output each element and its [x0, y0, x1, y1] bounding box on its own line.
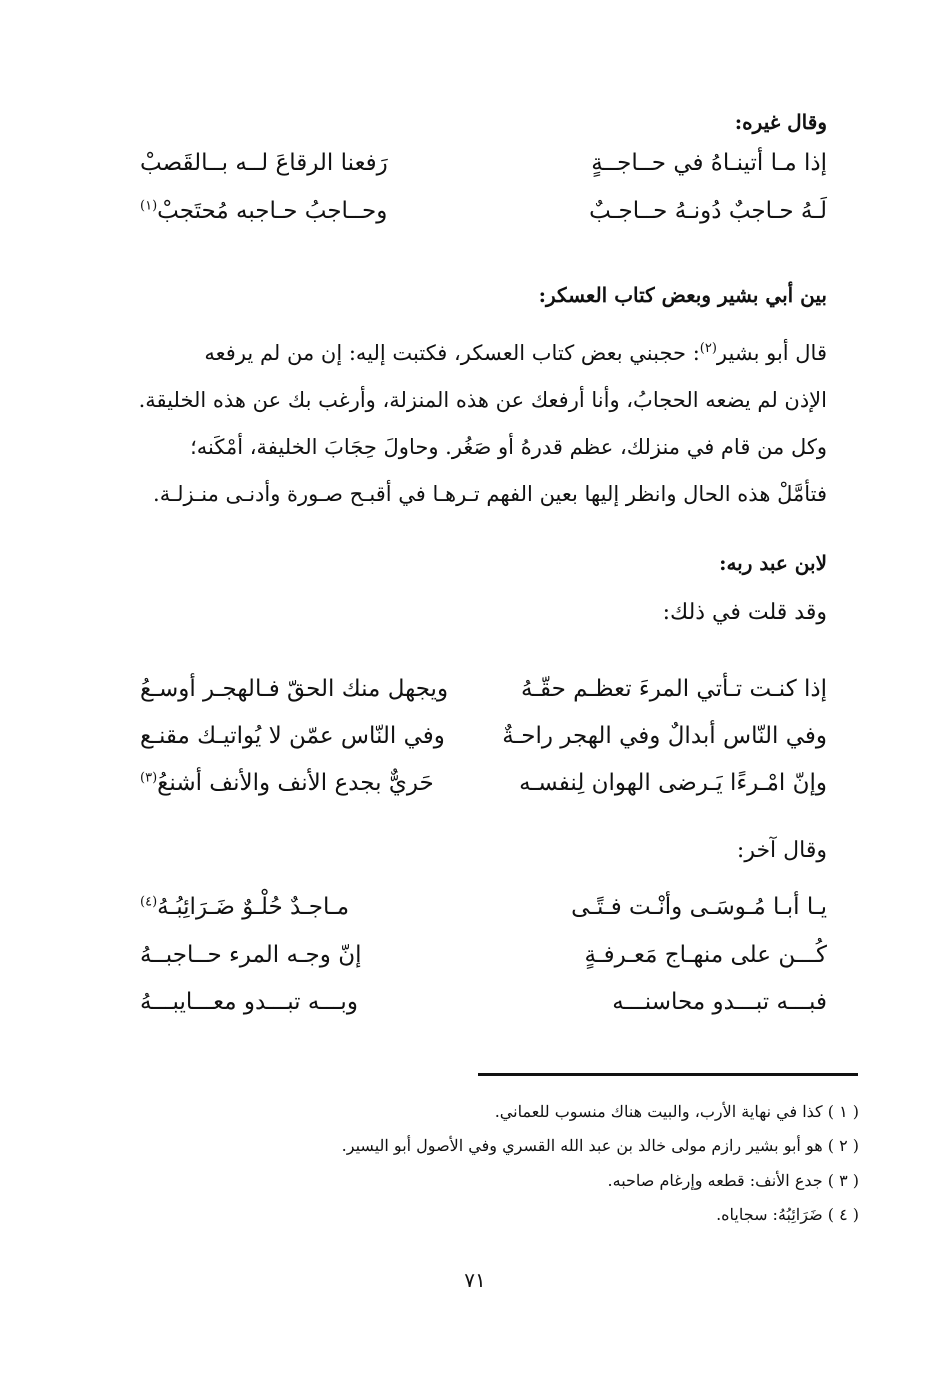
- verse-line: [110, 894, 827, 934]
- prose-line: [102, 325, 827, 377]
- verse-second-hemistich: وفي النّاس عمّن لا يُواتيـك مقنـع: [140, 723, 445, 749]
- verse-second-hemistich: إنّ وجـه المرء حــاجبــهُ: [140, 942, 362, 968]
- verse-text: حَريٌّ بجدع الأنف والأنف أشنعُ: [157, 770, 434, 796]
- verse-line: [110, 770, 827, 810]
- verse-first-hemistich: وفي النّاس أبدالٌ وفي الهجر راحـةٌ: [502, 723, 827, 749]
- section-heading-other-poet: وقال غيره:: [734, 110, 827, 134]
- verse-second-hemistich: [140, 894, 349, 920]
- section-heading-ibn-abd-rabbih: لابن عبد ربه:: [719, 551, 827, 575]
- footnote-marker: (٤): [140, 894, 158, 910]
- footnote: ( ٣ ) جدع الأنف: قطعه وإرغام صاحبه.: [607, 1171, 859, 1190]
- verse-first-hemistich: وإنّ امْـرءًا يَـرضى الهوان لِنفسـه: [519, 770, 827, 796]
- verse-line: [110, 150, 827, 190]
- footnote-marker: (٢): [699, 341, 717, 356]
- verse-line: [110, 198, 827, 238]
- footnote: ( ٢ ) هو أبو بشير رازم مولى خالد بن عبد الله القسري وفي الأصول أبو اليسير.: [341, 1136, 859, 1155]
- verse-first-hemistich: إذا كنـت تـأتي المرءَ تعظـم حقّـهُ: [520, 676, 827, 702]
- verse-line: [110, 989, 827, 1029]
- verse-text: مـاجـدٌ حُلْـوٌ ضَـرَائِبُـهُ: [157, 894, 350, 920]
- verse-second-hemistich: وبـــه تبـــدو معـــايبـــهُ: [140, 989, 358, 1015]
- prose-text: : حجبني بعض كتاب العسكر، فكتبت إليه: إن من لم يرفعه: [204, 341, 700, 365]
- verse-line: [110, 676, 827, 716]
- verse-second-hemistich: [140, 770, 434, 796]
- prose-line: وكل من قام في منزلك، عظم قدرهُ أو صَغُر. وحاولَ حِجَابَ الخليفة، أمْكَنه؛: [190, 435, 827, 459]
- verse-text: وحــاجبُ حـاجبه مُحتَجبْ: [157, 198, 388, 224]
- prose-paragraph: [102, 325, 827, 518]
- verse-line: [110, 942, 827, 982]
- verse-second-hemistich: [140, 198, 387, 224]
- page-number: ٧١: [464, 1268, 486, 1292]
- verse-line: [110, 723, 827, 763]
- section-heading-abu-bashir: بين أبي بشير وبعض كتاب العسكر:: [538, 283, 827, 307]
- verse-first-hemistich: كُـــن على منهـاج مَعـرفـةٍ: [584, 942, 827, 968]
- footnote-marker: (١): [140, 198, 158, 214]
- prose-text: قال أبو بشير: [716, 341, 827, 365]
- footnote-divider: [478, 1073, 858, 1076]
- footnote: ( ٤ ) ضَرَائِبُهُ: سجاياه.: [716, 1205, 859, 1224]
- prose-line: الإذن لم يضعه الحجابُ، وأنا أرفعك عن هذه المنزلة، وأرغب بك عن هذه الخليقة.: [138, 388, 827, 412]
- verse-first-hemistich: يـا أبـا مُـوسَـى وأنْـت فـتًـى: [571, 894, 827, 920]
- verse-second-hemistich: رَفعنا الرقاعَ لــه بــالقَصبْ: [140, 150, 388, 176]
- footnote-marker: (٣): [140, 770, 158, 786]
- footnote: ( ١ ) كذا في نهاية الأرب، والبيت هناك منسوب للعماني.: [494, 1102, 859, 1121]
- section-intro: وقال آخر:: [736, 838, 827, 863]
- verse-first-hemistich: فبـــه تبـــدو محاسنـــه: [612, 989, 827, 1015]
- section-intro: وقد قلت في ذلك:: [662, 600, 827, 625]
- verse-first-hemistich: إذا مـا أتينـاهُ في حــاجــةٍ: [591, 150, 827, 176]
- verse-first-hemistich: لَـهُ حـاجبٌ دُونـهُ حــاجـبٌ: [589, 198, 827, 224]
- prose-line: فتأمَّلْ هذه الحال وانظر إليها بعين الفهم تـرهـا في أقبـح صـورة وأدنـى منـزلـة.: [153, 482, 827, 506]
- verse-second-hemistich: ويجهل منك الحقّ فـالهجـر أوسـعُ: [140, 676, 449, 702]
